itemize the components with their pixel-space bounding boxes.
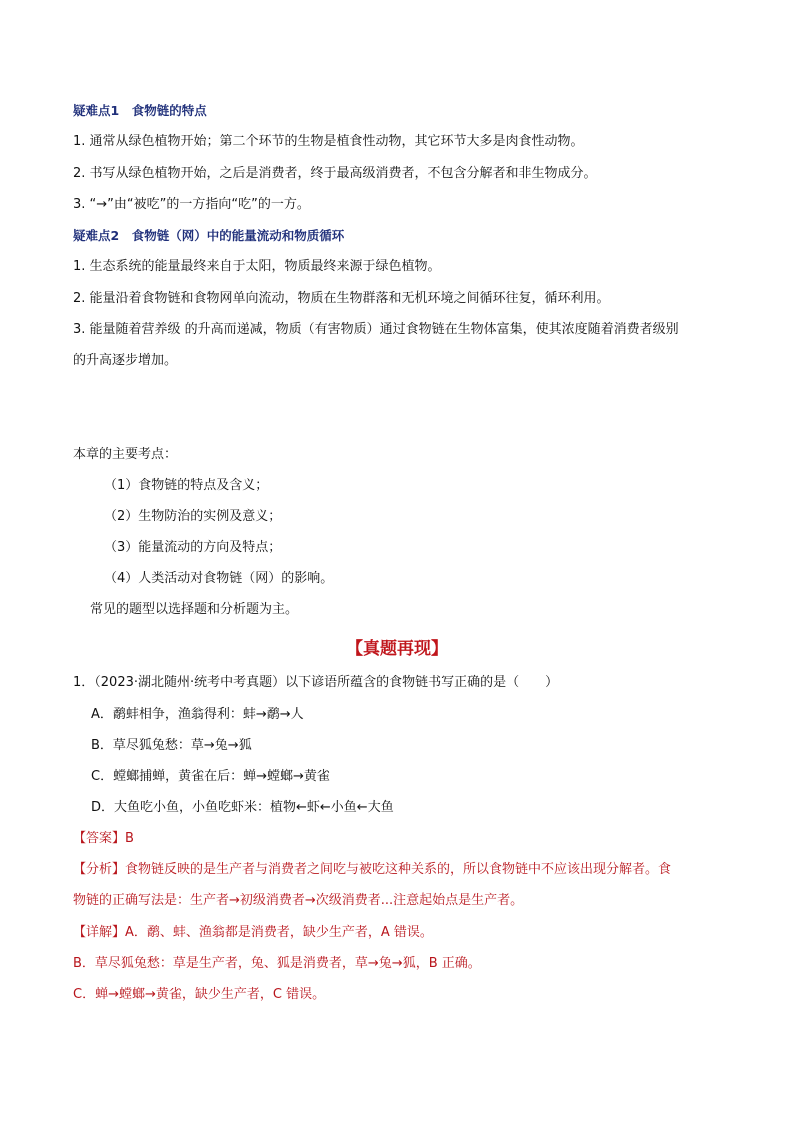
question-option-d: D．大鱼吃小鱼，小鱼吃虾米：植物←虾←小鱼←大鱼 — [91, 800, 394, 815]
answer-label: 【答案】 — [73, 831, 126, 846]
analysis-row — [73, 860, 671, 880]
question-option-c: C．螳螂捕蝉，黄雀在后：蝉→螳螂→黄雀 — [91, 769, 330, 784]
exam-points-intro: 本章的主要考点： — [73, 447, 178, 462]
detail-text-2: B．草尽狐兔愁：草是生产者，兔、狐是消费者，草→兔→狐，B 正确。 — [73, 956, 481, 971]
section2-point-1: 1. 生态系统的能量最终来自于太阳，物质最终来源于绿色植物。 — [73, 259, 441, 274]
detail-text-3: C．蝉→螳螂→黄雀，缺少生产者，C 错误。 — [73, 987, 326, 1002]
exam-point-4: （4）人类活动对食物链（网）的影响。 — [104, 571, 334, 586]
analysis-text-2: 物链的正确写法是：生产者→初级消费者→次级消费者...注意起始点是生产者。 — [73, 893, 524, 908]
answer-value: B — [125, 831, 134, 846]
detail-row — [73, 923, 433, 943]
detail-text-1: A．鹬、蚌、渔翁都是消费者，缺少生产者，A 错误。 — [125, 925, 433, 940]
detail-label: 【详解】 — [73, 925, 126, 940]
section2-heading: 疑难点2 食物链（网）中的能量流动和物质循环 — [73, 228, 345, 243]
section2-point-3-cont: 的升高逐步增加。 — [73, 353, 178, 368]
analysis-text-1: 食物链反映的是生产者与消费者之间吃与被吃这种关系的，所以食物链中不应该出现分解者。食 — [125, 862, 672, 877]
question-stem: 1．（2023·湖北随州·统考中考真题）以下谚语所蕴含的食物链书写正确的是（ ） — [73, 675, 559, 690]
real-exam-title: 【真题再现】 — [346, 639, 448, 659]
question-option-a: A．鹬蚌相争，渔翁得利：蚌→鹬→人 — [91, 707, 304, 722]
section1-point-2: 2. 书写从绿色植物开始，之后是消费者，终于最高级消费者，不包含分解者和非生物成分。 — [73, 166, 597, 181]
answer-row — [73, 829, 134, 849]
section1-point-1: 1. 通常从绿色植物开始；第二个环节的生物是植食性动物，其它环节大多是肉食性动物。 — [73, 134, 584, 149]
section2-point-2: 2. 能量沿着食物链和食物网单向流动，物质在生物群落和无机环境之间循环往复，循环利用。 — [73, 291, 610, 306]
question-option-b: B．草尽狐兔愁：草→兔→狐 — [91, 738, 252, 753]
section1-heading: 疑难点1 食物链的特点 — [73, 103, 207, 118]
exam-points-note: 常见的题型以选择题和分析题为主。 — [90, 602, 299, 617]
exam-point-3: （3）能量流动的方向及特点； — [104, 540, 282, 555]
exam-point-2: （2）生物防治的实例及意义； — [104, 509, 282, 524]
section1-point-3: 3. “→”由“被吃”的一方指向“吃”的一方。 — [73, 197, 310, 212]
section2-point-3: 3. 能量随着营养级 的升高而递减，物质（有害物质）通过食物链在生物体富集，使其浓度随着消费者级别 — [73, 322, 679, 337]
analysis-label: 【分析】 — [73, 862, 126, 877]
exam-point-1: （1）食物链的特点及含义； — [104, 478, 269, 493]
